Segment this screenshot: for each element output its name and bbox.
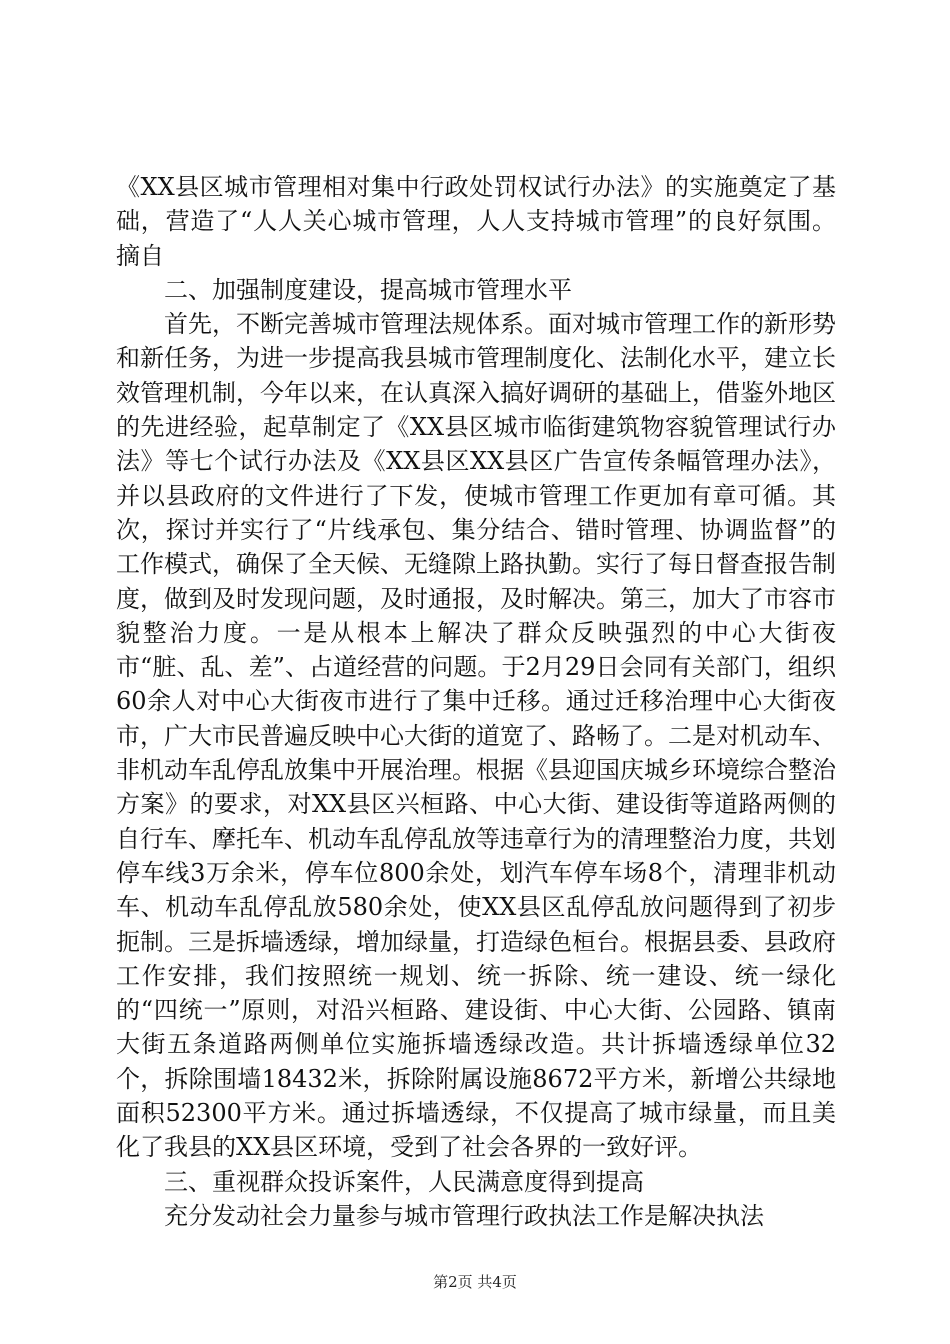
- section-heading-2: 二、加强制度建设，提高城市管理水平: [164, 275, 572, 304]
- paragraph-continuation: 《XX县区城市管理相对集中行政处罚权试行办法》的实施奠定了基础，营造了“人人关心城市管理，人人支持城市管理”的良好氛围。摘自: [116, 173, 836, 270]
- document-body: [116, 170, 836, 1233]
- page-number-footer: 第2页 共4页: [433, 1273, 517, 1291]
- section-heading-3: 三、重视群众投诉案件，人民满意度得到提高: [164, 1167, 644, 1196]
- paragraph-main: 首先，不断完善城市管理法规体系。面对城市管理工作的新形势和新任务，为进一步提高我县城市管理制度化、法制化水平，建立长效管理机制，今年以来，在认真深入搞好调研的基础上，借鉴外地区的先进经验，起草制定了《XX县区城市临街建筑物容貌管理试行办法》等七个试行办法及《XX县区XX县区广告宣传条幅管理办法》，并以县政府的文件进行了下发，使城市管理工作更加有章可循。其次，探讨并实行了“片线承包、集分结合、错时管理、协调监督”的工作模式，确保了全天候、无缝隙上路执勤。实行了每日督查报告制度，做到及时发现问题，及时通报，及时解决。第三，加大了市容市貌整治力度。一是从根本上解决了群众反映强烈的中心大街夜市“脏、乱、差”、占道经营的问题。于2月29日会同有关部门，组织60余人对中心大街夜市进行了集中迁移。通过迁移治理中心大街夜市，广大市民普遍反映中心大街的道宽了、路畅了。二是对机动车、非机动车乱停乱放集中开展治理。根据《县迎国庆城乡环境综合整治方案》的要求，对XX县区兴桓路、中心大街、建设街等道路两侧的自行车、摩托车、机动车乱停乱放等违章行为的清理整治力度，共划停车线3万余米，停车位800余处，划汽车停车场8个，清理非机动车、机动车乱停乱放580余处，使XX县区乱停乱放问题得到了初步扼制。三是拆墙透绿，增加绿量，打造绿色桓台。根据县委、县政府工作安排，我们按照统一规划、统一拆除、统一建设、统一绿化的“四统一”原则，对沿兴桓路、建设街、中心大街、公园路、镇南大街五条道路两侧单位实施拆墙透绿改造。共计拆墙透绿单位32个，拆除围墙18432米，拆除附属设施8672平方米，新增公共绿地面积52300平方米。通过拆墙透绿，不仅提高了城市绿量，而且美化了我县的XX县区环境，受到了社会各界的一致好评。: [116, 310, 836, 1162]
- paragraph-final: 充分发动社会力量参与城市管理行政执法工作是解决执法: [164, 1201, 764, 1230]
